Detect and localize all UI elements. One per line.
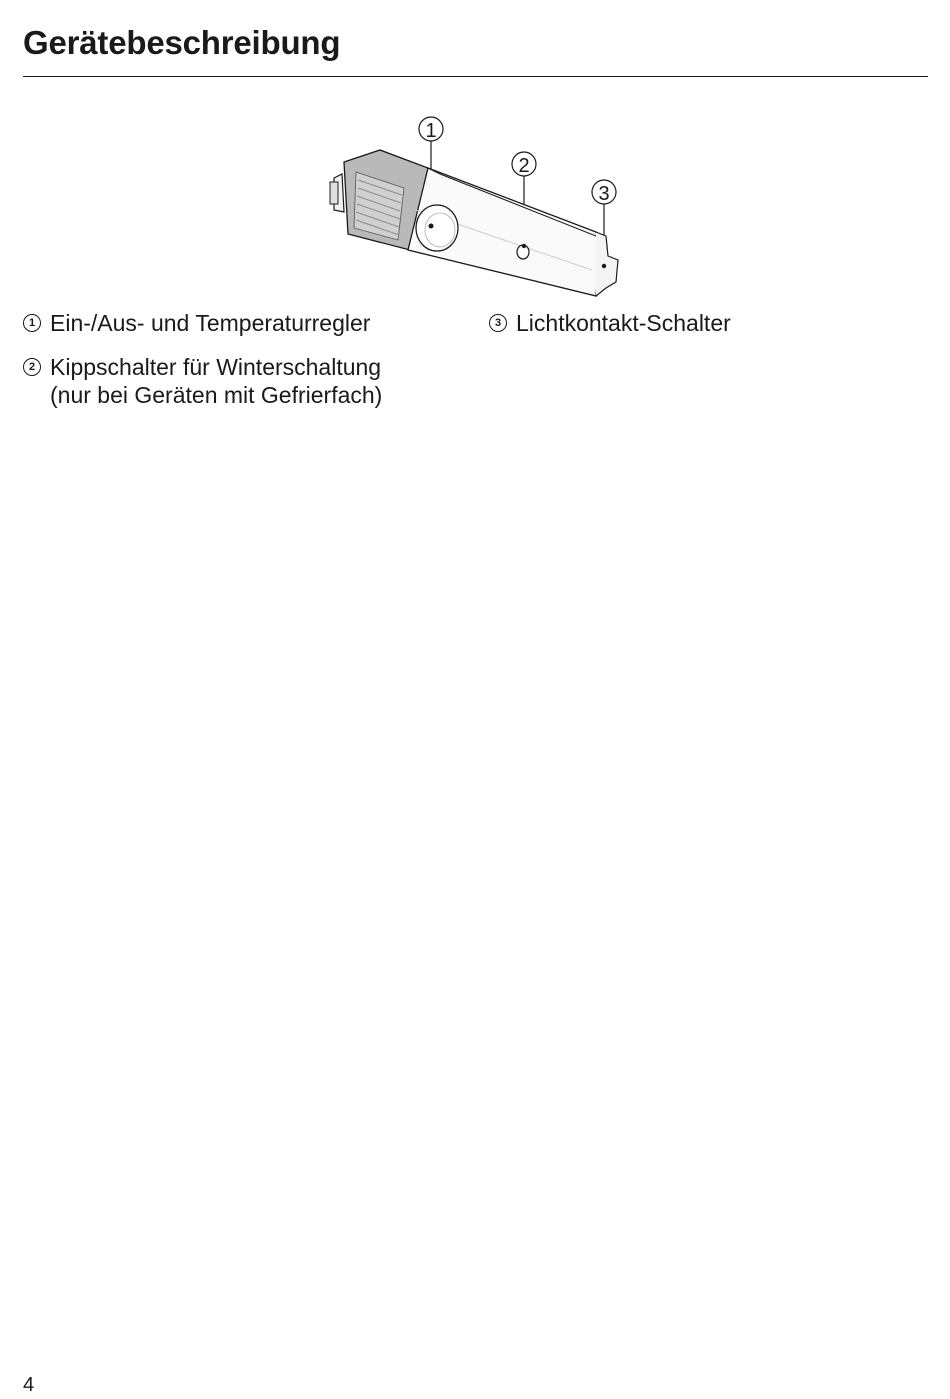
legend-text-2-note: (nur bei Geräten mit Gefrierfach) [50,382,383,408]
callout-3-label: 3 [598,183,610,205]
legend-number-2: 2 [23,358,41,376]
legend-item-3 [489,309,889,339]
page-number: 4 [23,1374,35,1396]
legend-number-3: 3 [489,314,507,332]
legend-text-1: Ein-/Aus- und Temperaturregler [50,310,371,336]
title-divider [23,76,928,77]
legend-item-1 [23,309,463,339]
panel-housing [330,150,618,296]
callout-1-label: 1 [425,120,437,142]
legend-number-1: 1 [23,314,41,332]
legend-text-2: Kippschalter für Winterschaltung [50,354,382,380]
legend-text-3: Lichtkontakt-Schalter [516,310,731,336]
legend-item-2 [23,353,463,413]
control-panel-figure [300,100,660,320]
page-title: Gerätebeschreibung [23,24,341,61]
callout-2-label: 2 [518,155,530,177]
